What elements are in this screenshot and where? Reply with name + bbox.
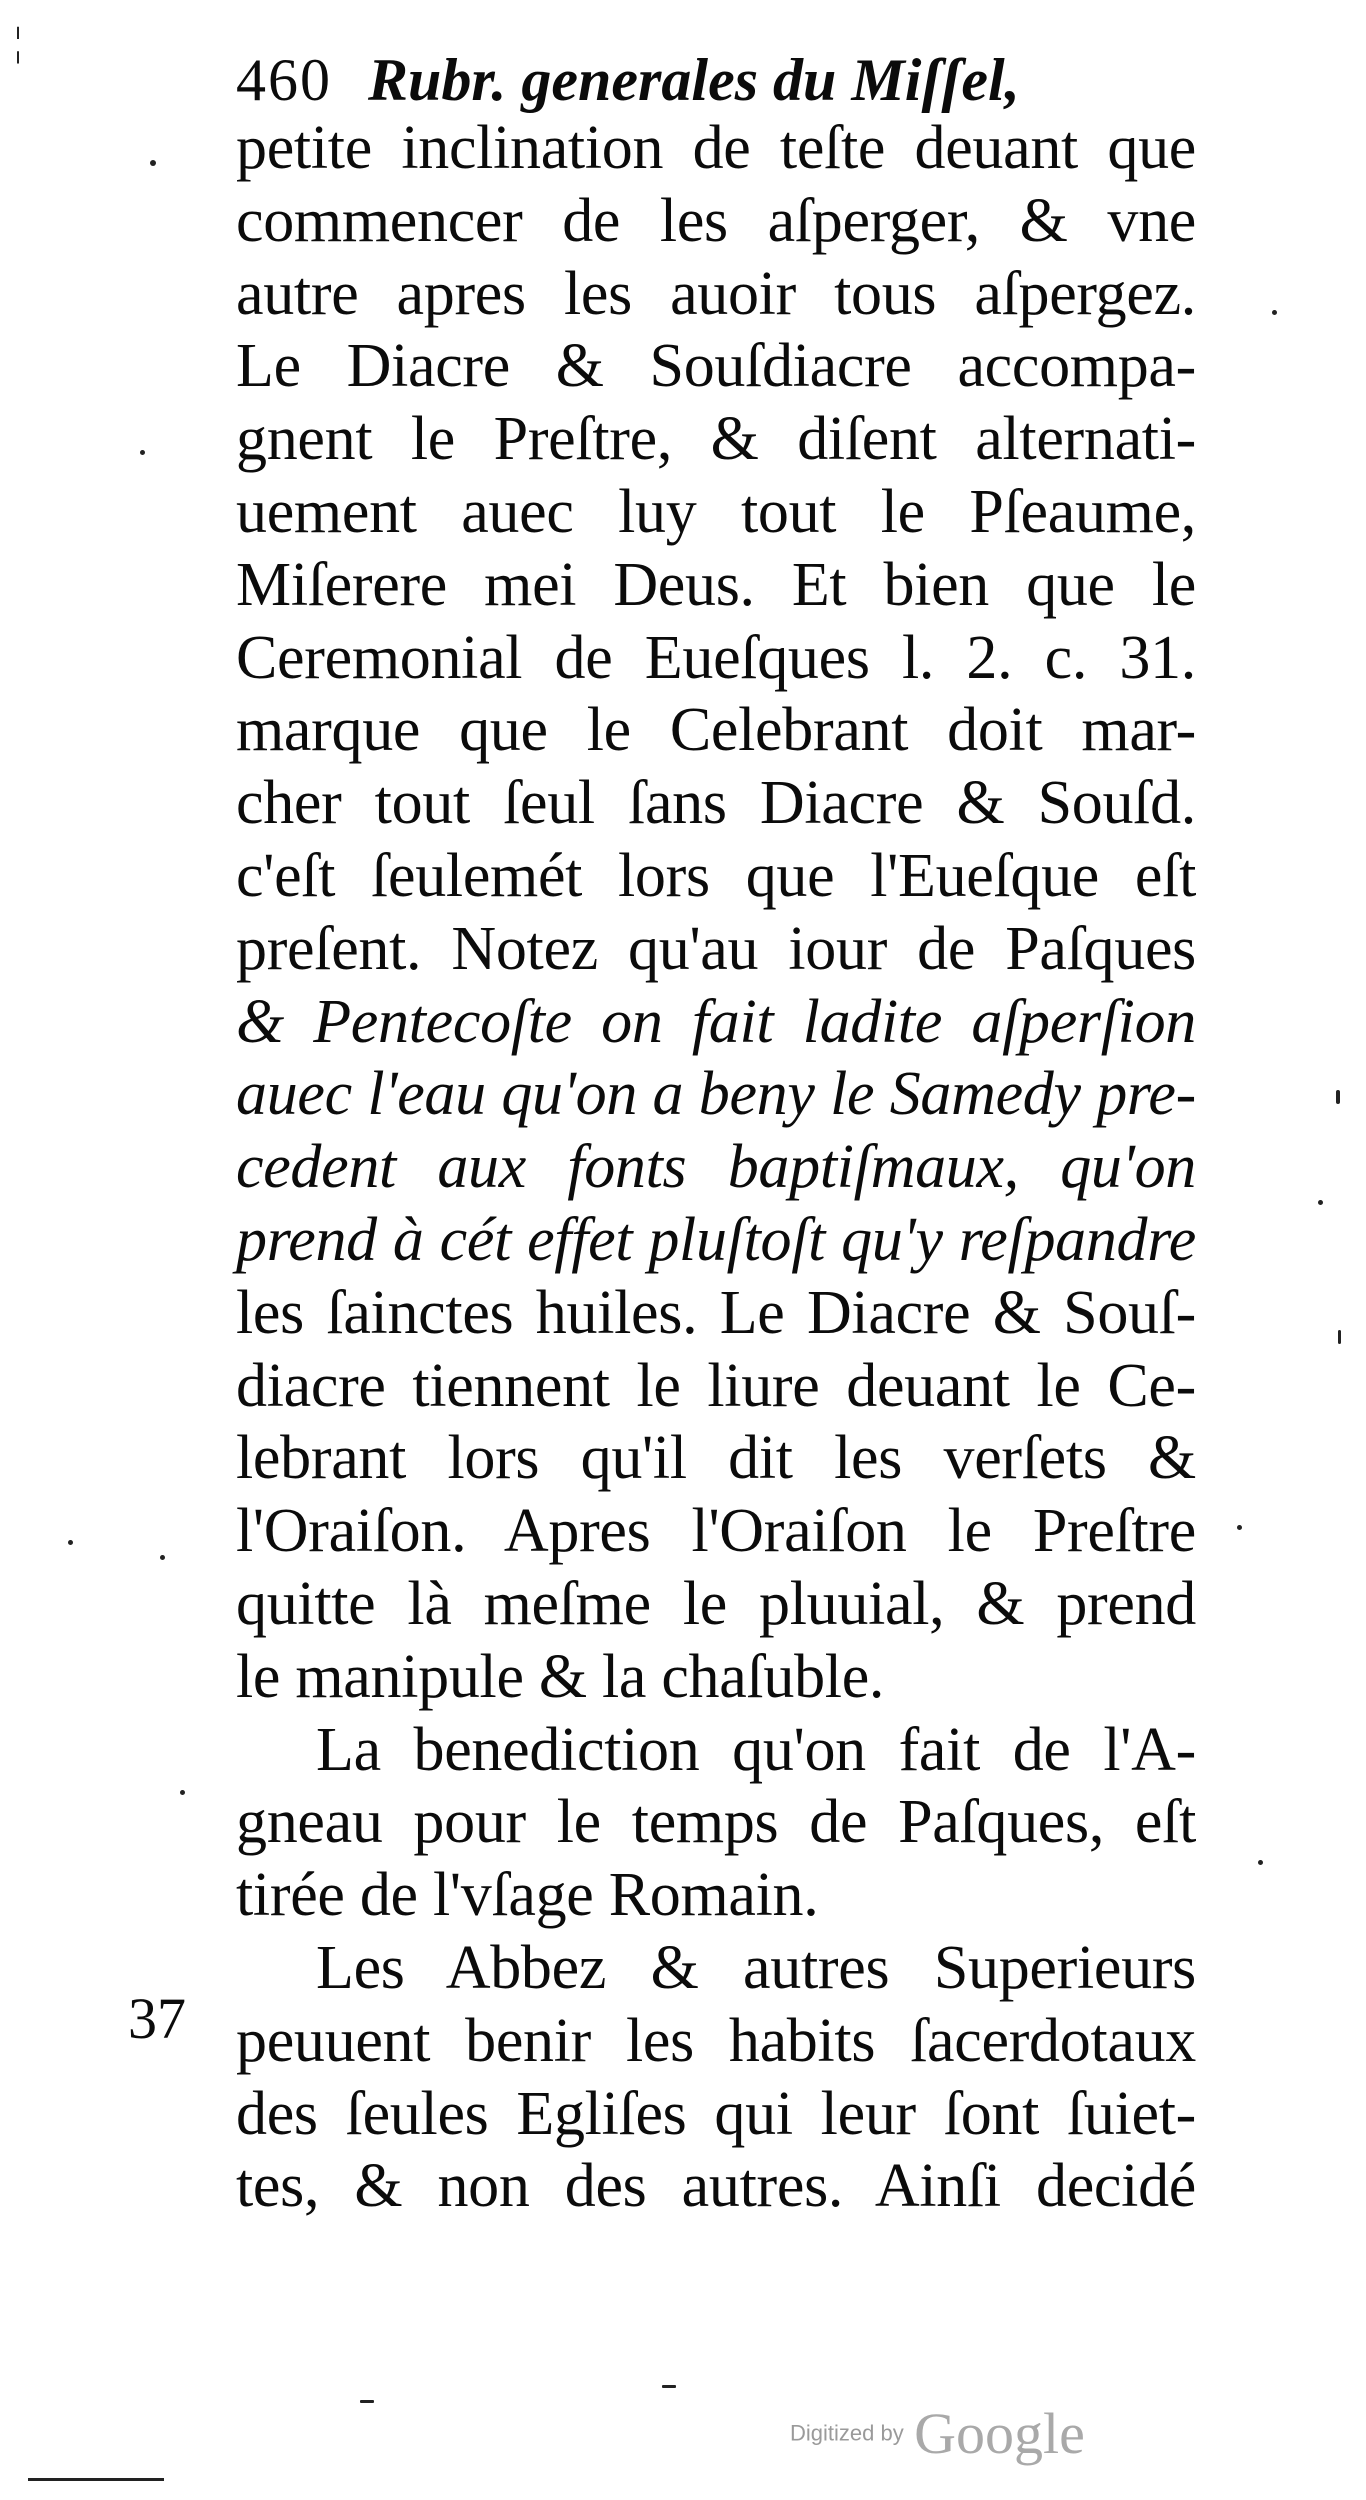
text-line: tirée de l'vſage Romain. bbox=[236, 1861, 819, 1930]
body-text bbox=[236, 112, 1196, 2223]
text-line: lebrant lors qu'il dit les verſets & bbox=[236, 1424, 1196, 1493]
text-line-italic: prend à cét effet pluſtoſt qu'y reſpandre bbox=[236, 1205, 1196, 1274]
text-line: Ceremonial de Eueſques l. 2. c. 31. bbox=[236, 623, 1196, 692]
text-line: autre apres les auoir tous aſpergez. bbox=[236, 259, 1196, 328]
text-line: peuuent benir les habits ſacerdotaux bbox=[236, 2006, 1196, 2075]
text-line: commencer de les aſperger, & vne bbox=[236, 186, 1196, 255]
ink-speck bbox=[68, 1540, 73, 1545]
ink-speck bbox=[150, 160, 156, 166]
text-line: l'Oraiſon. Apres l'Oraiſon le Preſtre bbox=[236, 1497, 1196, 1566]
bottom-rule bbox=[28, 2478, 164, 2481]
ink-speck bbox=[662, 2385, 676, 2388]
ink-speck bbox=[1336, 1090, 1340, 1104]
text-line-italic: auec l'eau qu'on a beny le Samedy pre- bbox=[236, 1060, 1196, 1129]
text-line-indented: Les Abbez & autres Superieurs bbox=[316, 1933, 1196, 2002]
text-line: des ſeules Egliſes qui leur ſont ſuiet- bbox=[236, 2079, 1196, 2148]
text-line: le manipule & la chaſuble. bbox=[236, 1642, 885, 1711]
digitization-watermark bbox=[790, 2400, 1085, 2467]
running-title: Rubr. generales du Miſſel, bbox=[368, 47, 1020, 113]
text-line-italic: & Pentecoſte on fait ladite aſperſion bbox=[236, 987, 1196, 1056]
text-line: cher tout ſeul ſans Diacre & Souſd. bbox=[236, 769, 1196, 838]
text-line: uement auec luy tout le Pſeaume, bbox=[236, 477, 1196, 546]
ink-speck bbox=[180, 1790, 185, 1795]
watermark-prefix: Digitized by bbox=[790, 2420, 904, 2446]
text-line-indented: La benediction qu'on fait de l'A- bbox=[316, 1715, 1196, 1784]
page-edge-mark: ¦ bbox=[14, 19, 23, 64]
ink-speck bbox=[1338, 1330, 1341, 1344]
text-line: gnent le Preſtre, & diſent alternati- bbox=[236, 405, 1196, 474]
ink-speck bbox=[160, 1555, 165, 1560]
text-line: les ſainctes huiles. Le Diacre & Souſ- bbox=[236, 1278, 1196, 1347]
text-line: marque que le Celebrant doit mar- bbox=[236, 696, 1196, 765]
page-number: 460 bbox=[236, 47, 332, 113]
text-line: diacre tiennent le liure deuant le Ce- bbox=[236, 1351, 1196, 1420]
text-line: quitte là meſme le pluuial, & prend bbox=[236, 1569, 1196, 1638]
text-line: c'eſt ſeulemét lors que l'Eueſque eſt bbox=[236, 841, 1196, 910]
ink-speck bbox=[1258, 1860, 1263, 1865]
text-line: tes, & non des autres. Ainſi decidé bbox=[236, 2152, 1196, 2221]
text-line: preſent. Notez qu'au iour de Paſques bbox=[236, 914, 1196, 983]
margin-note: 37 bbox=[128, 1986, 186, 2051]
ink-speck bbox=[360, 2400, 374, 2403]
ink-speck bbox=[1318, 1200, 1323, 1205]
text-line: petite inclination de teſte deuant que bbox=[236, 114, 1196, 182]
text-line-italic: cedent aux fonts baptiſmaux, qu'on bbox=[236, 1133, 1196, 1202]
page-header bbox=[236, 40, 1196, 120]
ink-speck bbox=[1272, 310, 1277, 315]
ink-speck bbox=[1237, 1525, 1242, 1530]
text-line: Miſerere mei Deus. Et bien que le bbox=[236, 550, 1196, 619]
text-line: gneau pour le temps de Paſques, eſt bbox=[236, 1788, 1196, 1857]
text-line: Le Diacre & Souſdiacre accompa- bbox=[236, 332, 1196, 401]
watermark-brand: Google bbox=[914, 2401, 1085, 2466]
ink-speck bbox=[140, 450, 145, 455]
